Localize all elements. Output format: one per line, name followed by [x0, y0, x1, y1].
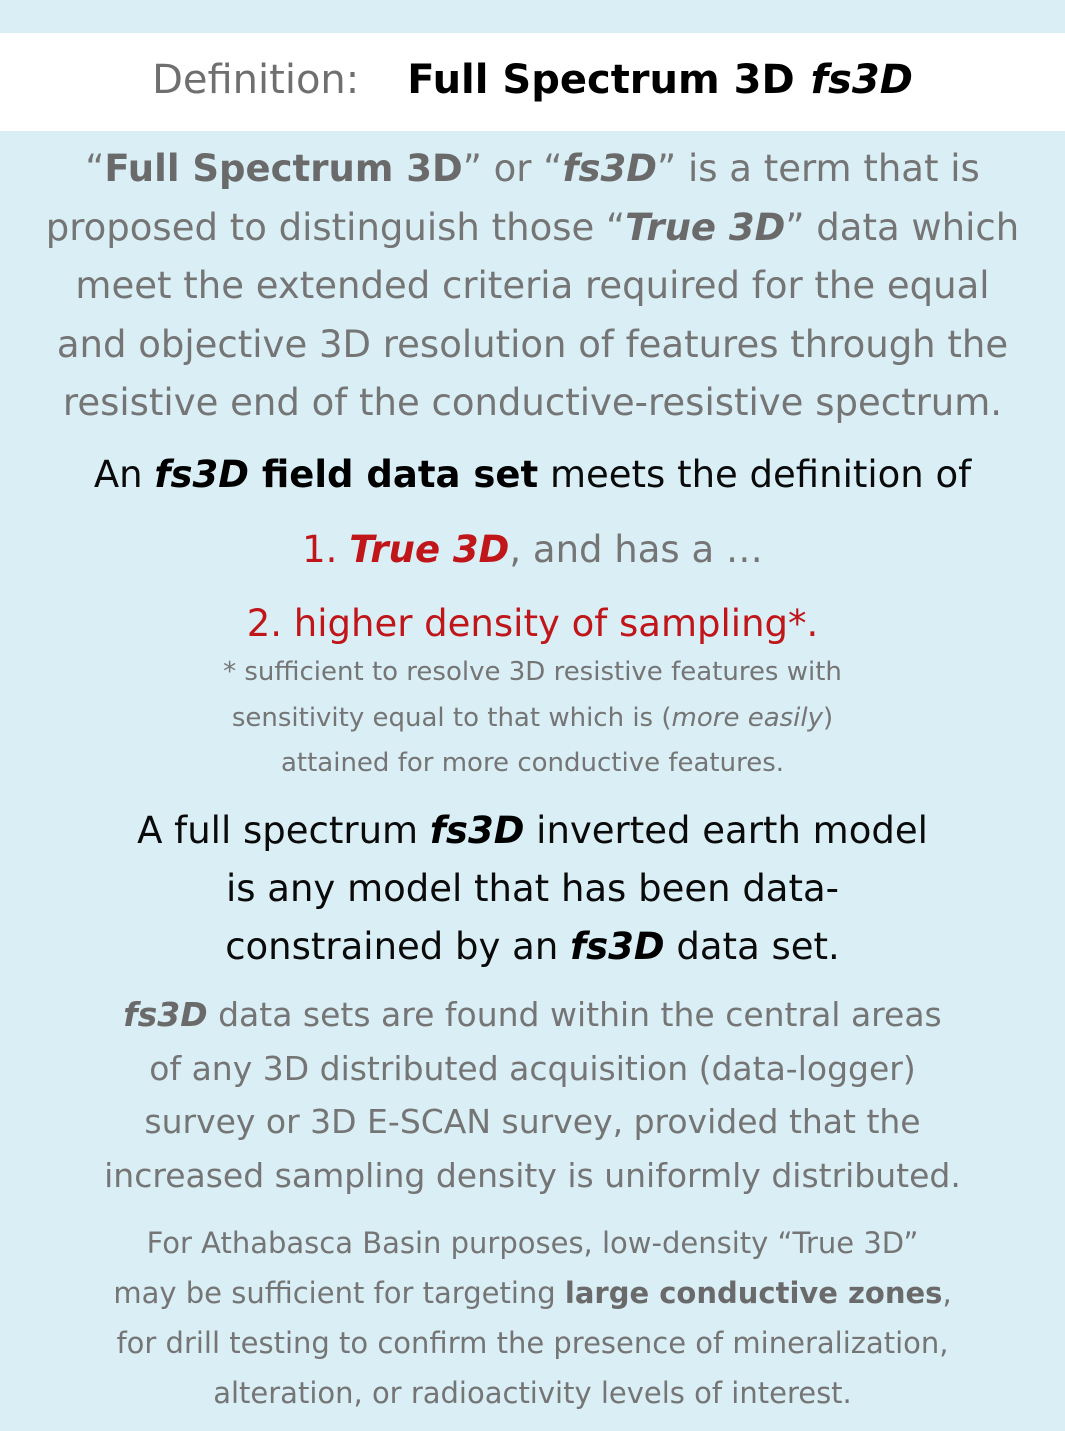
footnote-line: * sufficient to resolve 3D resistive features with	[223, 657, 842, 687]
intro-line	[0, 199, 1065, 258]
list-text: , and has a …	[509, 528, 763, 571]
survey-line	[0, 988, 1065, 1042]
footnote-text: )	[823, 702, 834, 733]
title-main: Full Spectrum 3D	[407, 57, 795, 103]
survey-line: increased sampling density is uniformly distributed.	[104, 1155, 961, 1195]
term-full-spectrum: Full Spectrum 3D	[104, 147, 463, 190]
model-text: constrained by an	[225, 925, 571, 968]
model-line	[0, 918, 1065, 976]
model-abbr: fs3D	[570, 925, 665, 968]
term-true-3d: True 3D	[625, 205, 786, 249]
definition-text: An	[93, 453, 155, 496]
intro-paragraph	[0, 140, 1065, 433]
list-emphasis: True 3D	[349, 528, 510, 571]
athabasca-bold: large conductive zones	[564, 1276, 943, 1310]
model-text: data set.	[664, 925, 840, 968]
model-text: A full spectrum	[137, 809, 430, 852]
intro-line: resistive end of the conductive-resistive spectrum.	[62, 381, 1003, 424]
quote-open: “	[85, 147, 105, 190]
survey-line: survey or 3D E-SCAN survey, provided that the	[144, 1102, 921, 1141]
intro-line: and objective 3D resolution of features through the	[56, 322, 1009, 366]
survey-text: data sets are found within the central areas	[207, 995, 942, 1034]
athabasca-paragraph	[0, 1218, 1065, 1418]
footnote-emphasis: more easily	[671, 702, 824, 733]
athabasca-line: For Athabasca Basin purposes, low-density “True 3D”	[146, 1226, 919, 1260]
definition-abbr: fs3D	[154, 453, 249, 496]
model-statement	[0, 802, 1065, 976]
athabasca-text: may be sufficient for targeting	[113, 1276, 565, 1310]
survey-paragraph	[0, 988, 1065, 1202]
athabasca-text: ,	[942, 1276, 952, 1310]
survey-abbr: fs3D	[123, 995, 208, 1034]
title-abbr: fs3D	[810, 57, 913, 103]
athabasca-line	[0, 1268, 1065, 1318]
model-line: is any model that has been data-	[225, 867, 840, 910]
footnote-line	[0, 696, 1065, 742]
term-fs3d: fs3D	[562, 147, 658, 190]
footnote-text: sensitivity equal to that which is (	[231, 702, 672, 733]
definition-text: meets the definition of	[538, 453, 972, 496]
model-line	[0, 802, 1065, 860]
list-item-2: 2. higher density of sampling*.	[246, 602, 819, 645]
page-title	[0, 50, 1065, 110]
list-item-1	[0, 522, 1065, 578]
survey-line: of any 3D distributed acquisition (data-logger)	[149, 1048, 916, 1088]
definition-bold: field data set	[248, 453, 539, 496]
model-text: inverted earth model	[524, 809, 928, 852]
intro-line: meet the extended criteria required for the equal	[75, 264, 990, 307]
list-number: 1.	[302, 528, 350, 571]
intro-text: proposed to distinguish those “	[45, 205, 626, 249]
definition-statement	[0, 447, 1065, 503]
footnote-line: attained for more conductive features.	[280, 748, 785, 778]
intro-text: ” data which	[785, 205, 1020, 249]
athabasca-line: for drill testing to confirm the presence of mineralization,	[116, 1326, 949, 1360]
footnote	[0, 650, 1065, 787]
model-abbr: fs3D	[429, 809, 525, 852]
intro-text: ” is a term that is	[657, 147, 980, 190]
athabasca-line: alteration, or radioactivity levels of interest.	[213, 1376, 852, 1410]
title-label: Definition:	[152, 57, 360, 103]
intro-line	[0, 140, 1065, 199]
intro-text: ” or “	[462, 147, 563, 190]
